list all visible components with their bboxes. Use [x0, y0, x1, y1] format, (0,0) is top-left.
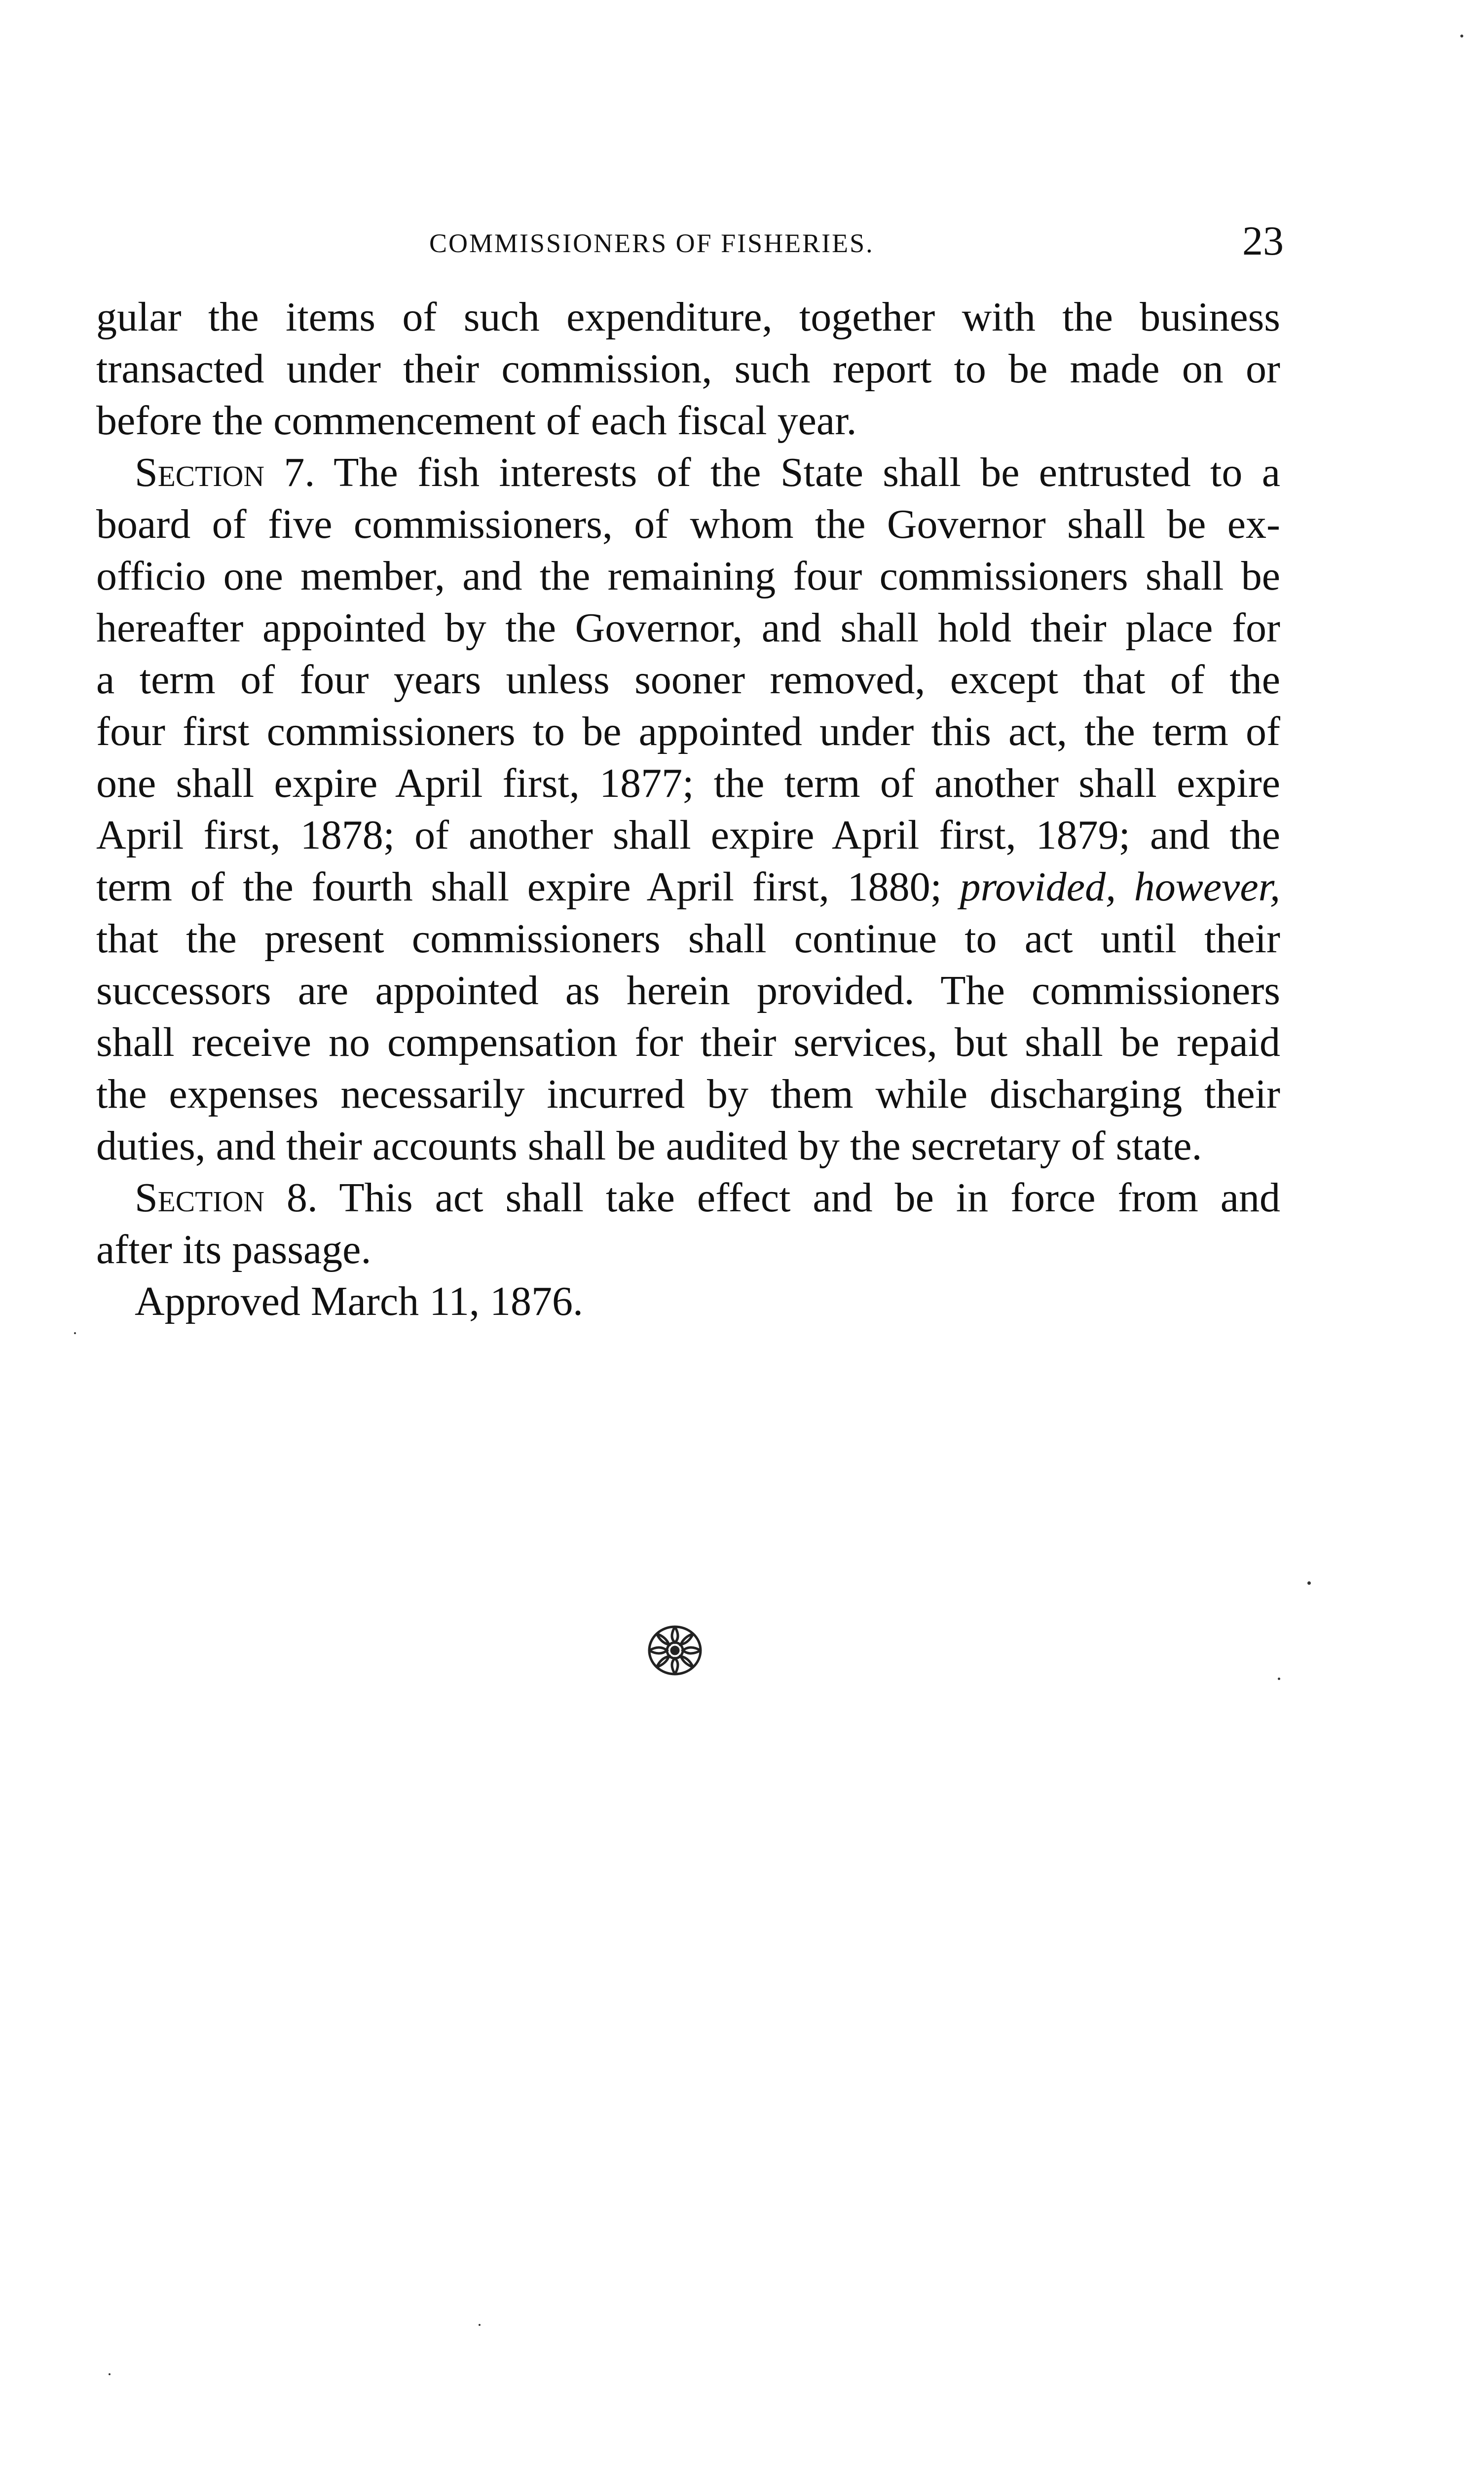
rosette-ornament-icon	[645, 1623, 705, 1678]
text-line: successors are appointed as herein provided. The commissioners	[96, 968, 1280, 1013]
text-line-segment: The fish interests of the State shall be entrusted to a	[334, 449, 1280, 495]
text-line: after its passage.	[96, 1227, 371, 1272]
text-line: the expenses necessarily incurred by them while discharging their	[96, 1071, 1280, 1117]
text-line: board of five commissioners, of whom the Governor shall be ex-	[96, 501, 1280, 547]
text-line: four first commissioners to be appointed under this act, the term of	[96, 709, 1280, 754]
running-head	[0, 217, 1484, 266]
text-line-with-italic	[96, 861, 1280, 913]
running-title: COMMISSIONERS OF FISHERIES.	[429, 228, 874, 258]
page-number: 23	[1242, 218, 1284, 264]
approval-line: Approved March 11, 1876.	[135, 1278, 584, 1324]
text-line: duties, and their accounts shall be audited by the secretary of state.	[96, 1123, 1202, 1169]
paper-speck	[1460, 35, 1463, 37]
text-line-segment: term of the fourth shall expire April first, 1880;	[96, 864, 942, 910]
paper-speck	[109, 2373, 111, 2375]
paper-speck	[74, 1332, 76, 1334]
section-8-first-line	[96, 1172, 1280, 1224]
text-line: hereafter appointed by the Governor, and shall hold their place for	[96, 605, 1280, 651]
paper-speck	[1307, 1581, 1311, 1585]
italic-phrase: provided, however,	[960, 864, 1281, 910]
text-line: officio one member, and the remaining four commissioners shall be	[96, 553, 1280, 599]
text-line-segment: This act shall take effect and be in force from and	[339, 1175, 1280, 1221]
text-line: a term of four years unless sooner removed, except that of the	[96, 657, 1280, 703]
paper-speck	[1278, 1678, 1280, 1680]
text-line: shall receive no compensation for their services, but shall be repaid	[96, 1019, 1280, 1065]
text-line: before the commencement of each fiscal year.	[96, 398, 857, 444]
paper-speck	[479, 2324, 481, 2326]
text-line: gular the items of such expenditure, together with the business	[96, 294, 1280, 340]
text-line: that the present commissioners shall continue to act until their	[96, 916, 1280, 962]
text-line: transacted under their commission, such report to be made on or	[96, 346, 1280, 392]
text-line: one shall expire April first, 1877; the term of another shall expire	[96, 760, 1280, 806]
text-line: April first, 1878; of another shall expire April first, 1879; and the	[96, 812, 1280, 858]
section-7-label: Section 7.	[135, 449, 315, 495]
section-8-label: Section 8.	[135, 1175, 318, 1221]
body-text	[96, 291, 1280, 1327]
section-7-first-line	[96, 447, 1280, 498]
